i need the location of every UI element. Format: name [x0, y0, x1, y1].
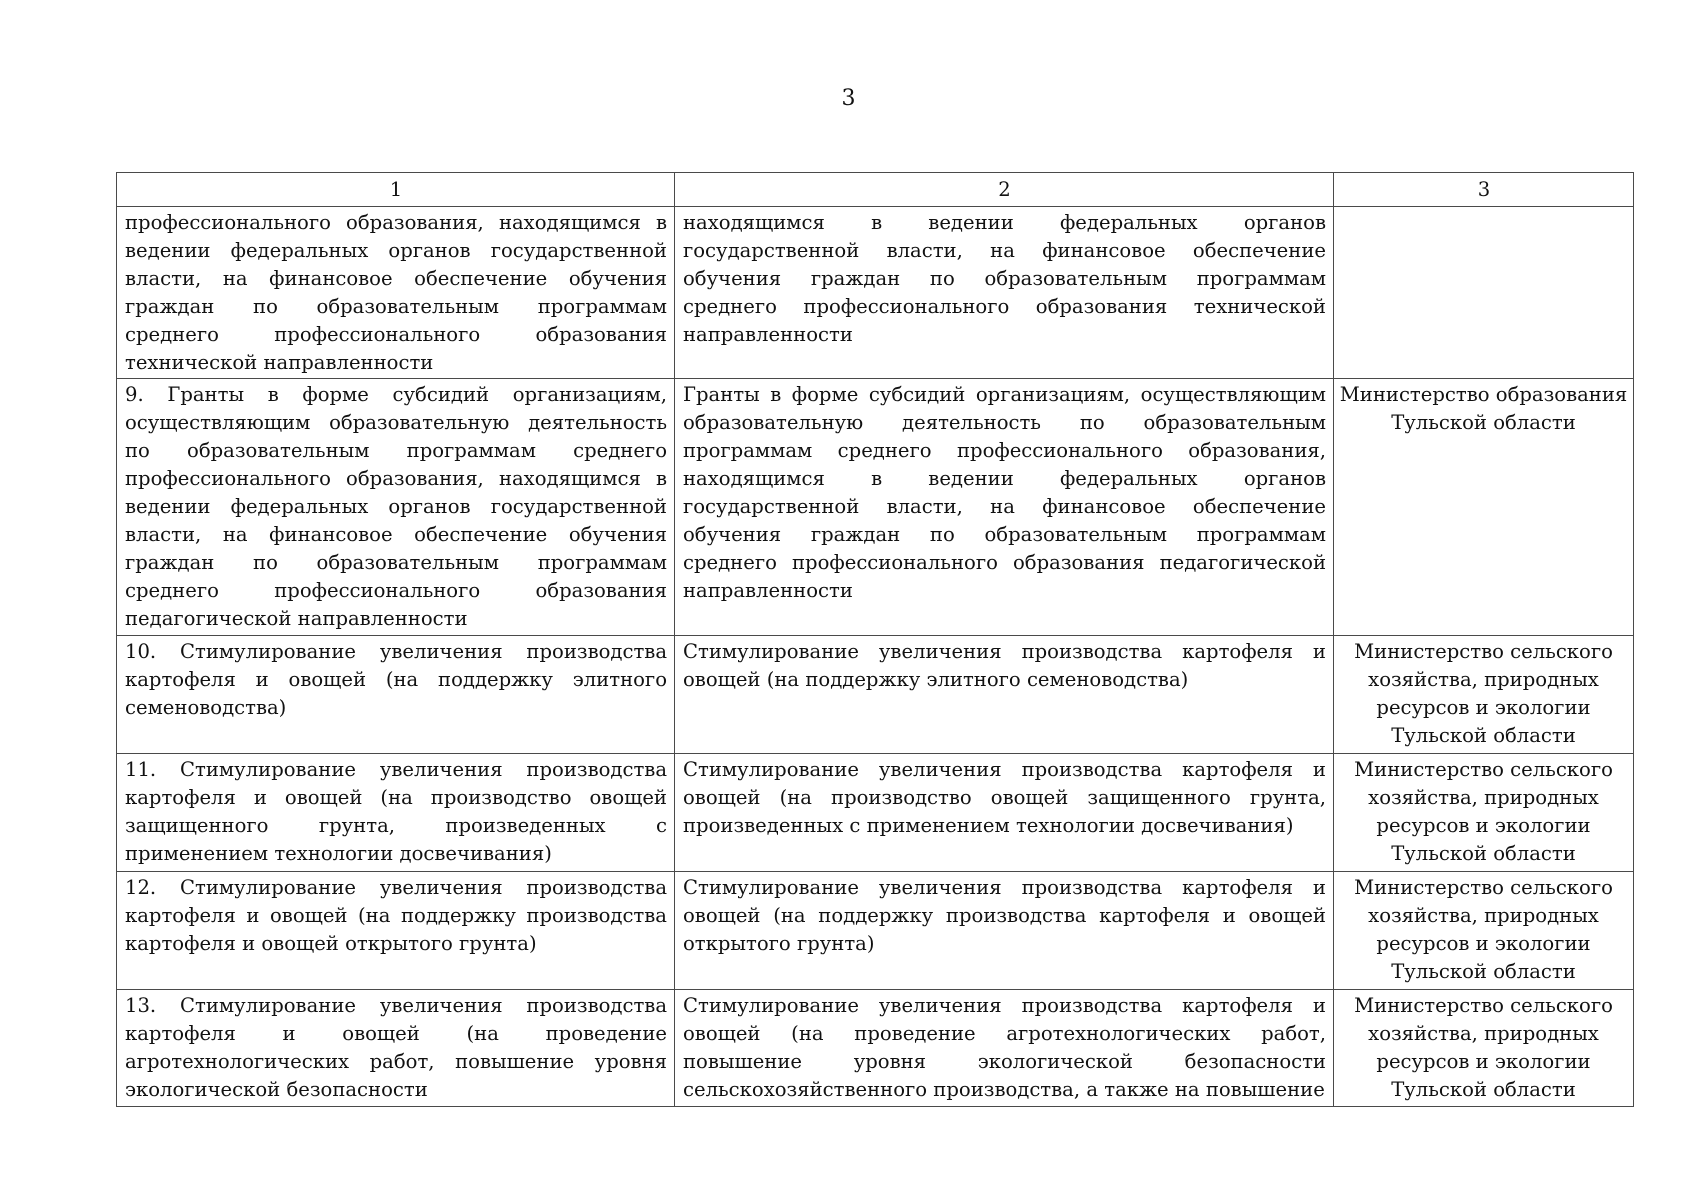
measure-name-cell: 13. Стимулирование увеличения производства картофеля и овощей (на проведение агротехнологических работ, повышение уровня экологической безопасности	[117, 990, 675, 1107]
header-cell-2: 2	[675, 173, 1334, 207]
measure-description-cell: находящимся в ведении федеральных органов государственной власти, на финансовое обеспечение обучения граждан по образовательным программам среднего профессионального образования технической направленности	[675, 207, 1334, 379]
table-row	[117, 990, 1634, 1107]
table-row	[117, 754, 1634, 872]
responsible-body-cell: Министерство сельского хозяйства, природных ресурсов и экологии Тульской области	[1334, 990, 1634, 1107]
measure-description-cell: Стимулирование увеличения производства картофеля и овощей (на поддержку производства картофеля и овощей открытого грунта)	[675, 872, 1334, 990]
measure-name-cell: 12. Стимулирование увеличения производства картофеля и овощей (на поддержку производства картофеля и овощей открытого грунта)	[117, 872, 675, 990]
header-cell-3: 3	[1334, 173, 1634, 207]
measure-description-cell: Стимулирование увеличения производства картофеля и овощей (на производство овощей защищенного грунта, произведенных с применением технологии досвечивания)	[675, 754, 1334, 872]
measure-description-cell: Гранты в форме субсидий организациям, осуществляющим образовательную деятельность по образовательным программам среднего профессионального образования, находящимся в ведении федеральных органов государственной власти, на финансовое обеспечение обучения граждан по образовательным программам среднего профессионального образования педагогической направленности	[675, 379, 1334, 636]
page-number: 3	[841, 86, 856, 111]
table-row	[117, 636, 1634, 754]
measure-name-cell: профессионального образования, находящимся в ведении федеральных органов государственной власти, на финансовое обеспечение обучения граждан по образовательным программам среднего профессионального образования технической направленности	[117, 207, 675, 379]
table-row	[117, 207, 1634, 379]
measure-name-cell: 9. Гранты в форме субсидий организациям, осуществляющим образовательную деятельность по образовательным программам среднего профессионального образования, находящимся в ведении федеральных органов государственной власти, на финансовое обеспечение обучения граждан по образовательным программам среднего профессионального образования педагогической направленности	[117, 379, 675, 636]
measure-name-cell: 10. Стимулирование увеличения производства картофеля и овощей (на поддержку элитного семеноводства)	[117, 636, 675, 754]
responsible-body-cell: Министерство сельского хозяйства, природных ресурсов и экологии Тульской области	[1334, 754, 1634, 872]
responsible-body-cell: Министерство образования Тульской области	[1334, 379, 1634, 636]
measures-table	[116, 172, 1634, 1107]
measure-description-cell: Стимулирование увеличения производства картофеля и овощей (на поддержку элитного семеноводства)	[675, 636, 1334, 754]
measure-name-cell: 11. Стимулирование увеличения производства картофеля и овощей (на производство овощей защищенного грунта, произведенных с применением технологии досвечивания)	[117, 754, 675, 872]
measure-description-cell: Стимулирование увеличения производства картофеля и овощей (на проведение агротехнологических работ, повышение уровня экологической безопасности сельскохозяйственного производства, а также на повышение	[675, 990, 1334, 1107]
table-header-row	[117, 173, 1634, 207]
responsible-body-cell	[1334, 207, 1634, 379]
responsible-body-cell: Министерство сельского хозяйства, природных ресурсов и экологии Тульской области	[1334, 636, 1634, 754]
table-row	[117, 872, 1634, 990]
table-row	[117, 379, 1634, 636]
responsible-body-cell: Министерство сельского хозяйства, природных ресурсов и экологии Тульской области	[1334, 872, 1634, 990]
header-cell-1: 1	[117, 173, 675, 207]
